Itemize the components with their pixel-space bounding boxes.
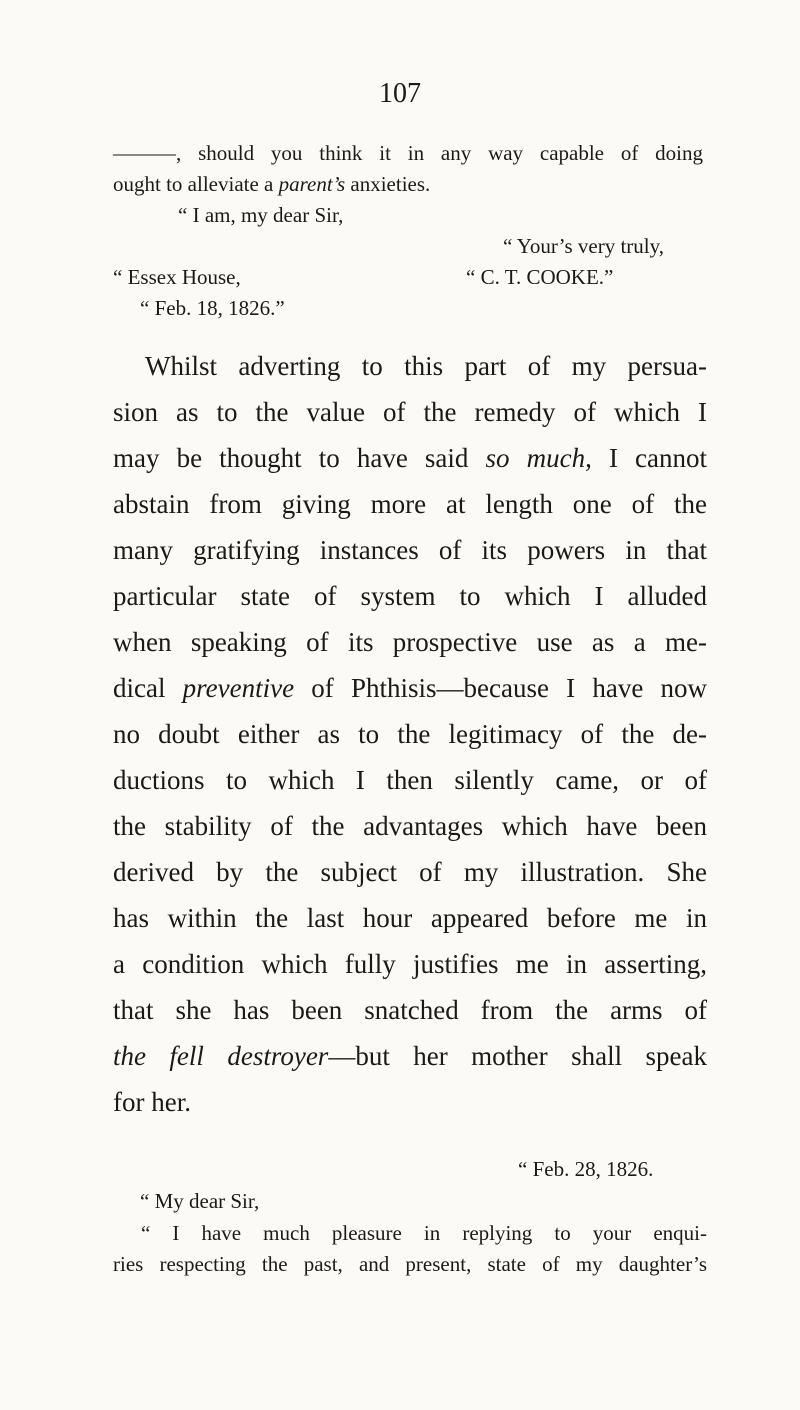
text-line: dical preventive of Phthisis—because I have now bbox=[113, 673, 707, 703]
text-line: has within the last hour appeared before me in bbox=[113, 903, 707, 933]
text-line: the stability of the advantages which have been bbox=[113, 811, 707, 841]
letter-excerpt bbox=[113, 138, 703, 200]
text-line: ductions to which I then silently came, or of bbox=[113, 765, 707, 795]
letter-italic-text: parent’s bbox=[278, 172, 346, 196]
letter-date: “ Feb. 18, 1826.” bbox=[140, 296, 285, 320]
letter-date: “ Feb. 28, 1826. bbox=[518, 1157, 654, 1181]
main-paragraph bbox=[113, 343, 707, 1125]
text-line: Whilst adverting to this part of my persua- bbox=[145, 351, 707, 381]
letter-closing: “ I am, my dear Sir, bbox=[178, 203, 344, 227]
text-line: when speaking of its prospective use as a me- bbox=[113, 627, 707, 657]
text-line: that she has been snatched from the arms of bbox=[113, 995, 707, 1025]
letter-line: ———, should you think it in any way capable of doing bbox=[113, 141, 703, 165]
letter-closing: “ Your’s very truly, bbox=[503, 234, 664, 258]
letter-line: ries respecting the past, and present, state of my daughter’s bbox=[113, 1252, 707, 1276]
letter-place: “ Essex House, bbox=[113, 265, 241, 289]
text-line: no doubt either as to the legitimacy of the de- bbox=[113, 719, 707, 749]
text-line: the fell destroyer—but her mother shall speak bbox=[113, 1041, 707, 1071]
letter-text: ought to alleviate a bbox=[113, 172, 279, 196]
text-line: particular state of system to which I alluded bbox=[113, 581, 707, 611]
letter-signature: “ C. T. COOKE.” bbox=[466, 265, 614, 289]
text-line: sion as to the value of the remedy of which I bbox=[113, 397, 707, 427]
text-line: abstain from giving more at length one of the bbox=[113, 489, 707, 519]
text-line: may be thought to have said so much, I cannot bbox=[113, 443, 707, 473]
text-line: a condition which fully justifies me in asserting, bbox=[113, 949, 707, 979]
letter-text: anxieties. bbox=[345, 172, 431, 196]
page-number: 107 bbox=[379, 78, 421, 109]
letter-line bbox=[113, 169, 703, 200]
letter-body bbox=[113, 1218, 707, 1280]
letter-salutation: “ My dear Sir, bbox=[140, 1189, 260, 1213]
text-line: derived by the subject of my illustration. She bbox=[113, 857, 707, 887]
text-line: many gratifying instances of its powers in that bbox=[113, 535, 707, 565]
text-line: for her. bbox=[113, 1087, 191, 1117]
letter-line: “ I have much pleasure in replying to your enqui- bbox=[141, 1221, 707, 1245]
